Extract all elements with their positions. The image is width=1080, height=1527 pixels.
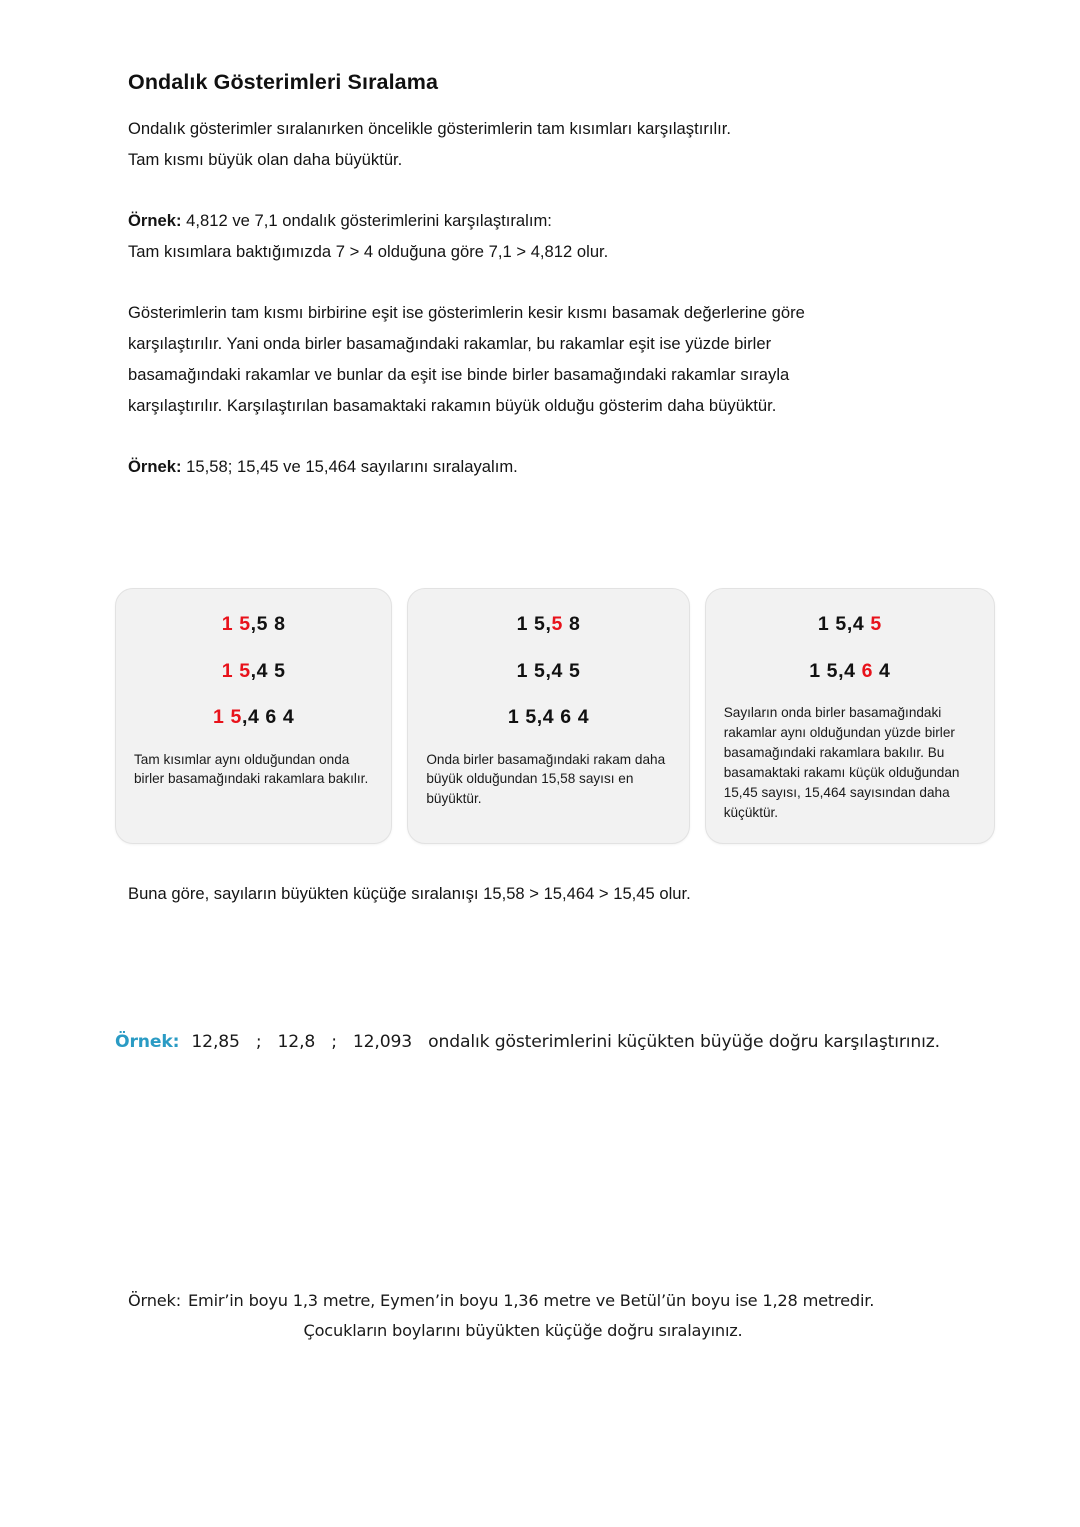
example-2-line xyxy=(128,451,964,482)
number-prefix: 1 5,4 xyxy=(809,659,862,682)
integer-part-highlight: 1 5 xyxy=(213,706,242,728)
rule-line-4: karşılaştırılır. Karşılaştırılan basamaktaki rakamın büyük olduğu gösterim daha büyüktür. xyxy=(128,395,777,415)
integer-part-highlight: 1 5 xyxy=(221,659,251,682)
spacer xyxy=(128,267,964,297)
integer-part-highlight: 1 5 xyxy=(221,613,251,635)
card-step-3 xyxy=(705,588,995,844)
digit-highlight: 5 xyxy=(870,613,882,635)
example-3-number-3: 12,093 xyxy=(352,1032,413,1052)
fraction-part: ,4 5 xyxy=(250,659,286,682)
intro-line-1: Ondalık gösterimler sıralanırken öncelikle gösterimlerin tam kısımları karşılaştırılır. xyxy=(128,118,732,138)
card-3-caption: Sayıların onda birler basamağındaki rakamlar aynı olduğundan yüzde birler basamağındaki rakamlara bakılır. Bu basamaktaki rakamı küçük olduğundan 15,45 sayısı, 15,464 sayısından daha küçüktür. xyxy=(723,705,960,820)
example-4-line-1 xyxy=(128,1286,958,1316)
number-suffix: 8 xyxy=(562,613,581,635)
example-3-label: Örnek: xyxy=(115,1032,180,1052)
digit-highlight: 6 xyxy=(861,659,874,682)
example-4-text: Emir’in boyu 1,3 metre, Eymen’in boyu 1,36 metre ve Betül’ün boyu ise 1,28 metredir. xyxy=(187,1291,875,1310)
number-row xyxy=(508,708,589,728)
spacer xyxy=(128,421,964,451)
example-1-label: Örnek: xyxy=(128,210,182,230)
card-2-numbers xyxy=(426,615,670,728)
page-title: Ondalık Gösterimleri Sıralama xyxy=(128,70,438,94)
number-row xyxy=(516,659,581,682)
fraction-part: ,4 6 4 xyxy=(241,706,295,728)
number-row xyxy=(818,615,882,635)
card-3-numbers xyxy=(724,615,976,681)
intro-line-2: Tam kısmı büyük olan daha büyüktür. xyxy=(128,149,403,169)
number-row xyxy=(222,615,286,635)
example-3-separator-2: ; xyxy=(331,1032,337,1052)
number-suffix: 4 xyxy=(873,659,891,682)
rule-line-2: karşılaştırılır. Yani onda birler basamağındaki rakamlar, bu rakamlar eşit ise yüzde birler xyxy=(128,333,772,353)
fraction-part: ,5 8 xyxy=(250,613,286,635)
number-row xyxy=(809,659,891,682)
spacer xyxy=(128,175,964,205)
example-1-text: 4,812 ve 7,1 ondalık gösterimlerini karşılaştıralım: xyxy=(181,210,552,230)
number-prefix: 1 5,4 6 4 xyxy=(507,706,590,728)
example-1-line-1 xyxy=(128,205,964,236)
example-4-question xyxy=(128,1286,958,1346)
card-2-caption: Onda birler basamağındaki rakam daha büyük olduğundan 15,58 sayısı en büyüktür. xyxy=(426,751,666,806)
number-row xyxy=(213,708,294,728)
number-prefix: 1 5,4 5 xyxy=(516,659,581,682)
digit-highlight: 5 xyxy=(551,613,563,635)
example-2-label: Örnek: xyxy=(128,456,182,476)
card-step-2 xyxy=(407,588,689,844)
card-1-caption: Tam kısımlar aynı olduğundan onda birler basamağındaki rakamlara bakılır. xyxy=(134,751,369,786)
card-1-numbers xyxy=(134,615,373,728)
example-4-label: Örnek: xyxy=(128,1291,181,1310)
example-4-line-2: Çocukların boylarını büyükten küçüğe doğru sıralayınız. xyxy=(303,1321,743,1340)
number-prefix: 1 5, xyxy=(516,613,552,635)
example-3-question xyxy=(115,1029,1015,1055)
rule-line-3: basamağındaki rakamlar ve bunlar da eşit ise binde birler basamağındaki rakamlar sırayla xyxy=(128,364,790,384)
example-3-separator-1: ; xyxy=(255,1032,262,1052)
number-row xyxy=(517,615,581,635)
rule-line-1: Gösterimlerin tam kısmı birbirine eşit ise gösterimlerin kesir kısmı basamak değerlerine göre xyxy=(128,302,805,322)
number-row xyxy=(221,659,286,682)
comparison-cards xyxy=(115,588,995,844)
document-body xyxy=(128,70,964,482)
example-1-line-2: Tam kısımlara baktığımızda 7 > 4 olduğuna göre 7,1 > 4,812 olur. xyxy=(128,241,609,261)
example-3-number-2: 12,8 xyxy=(277,1032,316,1052)
example-3-number-1: 12,85 xyxy=(191,1032,240,1052)
number-prefix: 1 5,4 xyxy=(817,613,871,635)
example-3-prompt: ondalık gösterimlerini küçükten büyüğe doğru karşılaştırınız. xyxy=(428,1032,940,1052)
example-2-text: 15,58; 15,45 ve 15,464 sayılarını sıralayalım. xyxy=(181,456,518,476)
conclusion-text: Buna göre, sayıların büyükten küçüğe sıralanışı 15,58 > 15,464 > 15,45 olur. xyxy=(128,884,691,903)
card-step-1 xyxy=(115,588,392,844)
